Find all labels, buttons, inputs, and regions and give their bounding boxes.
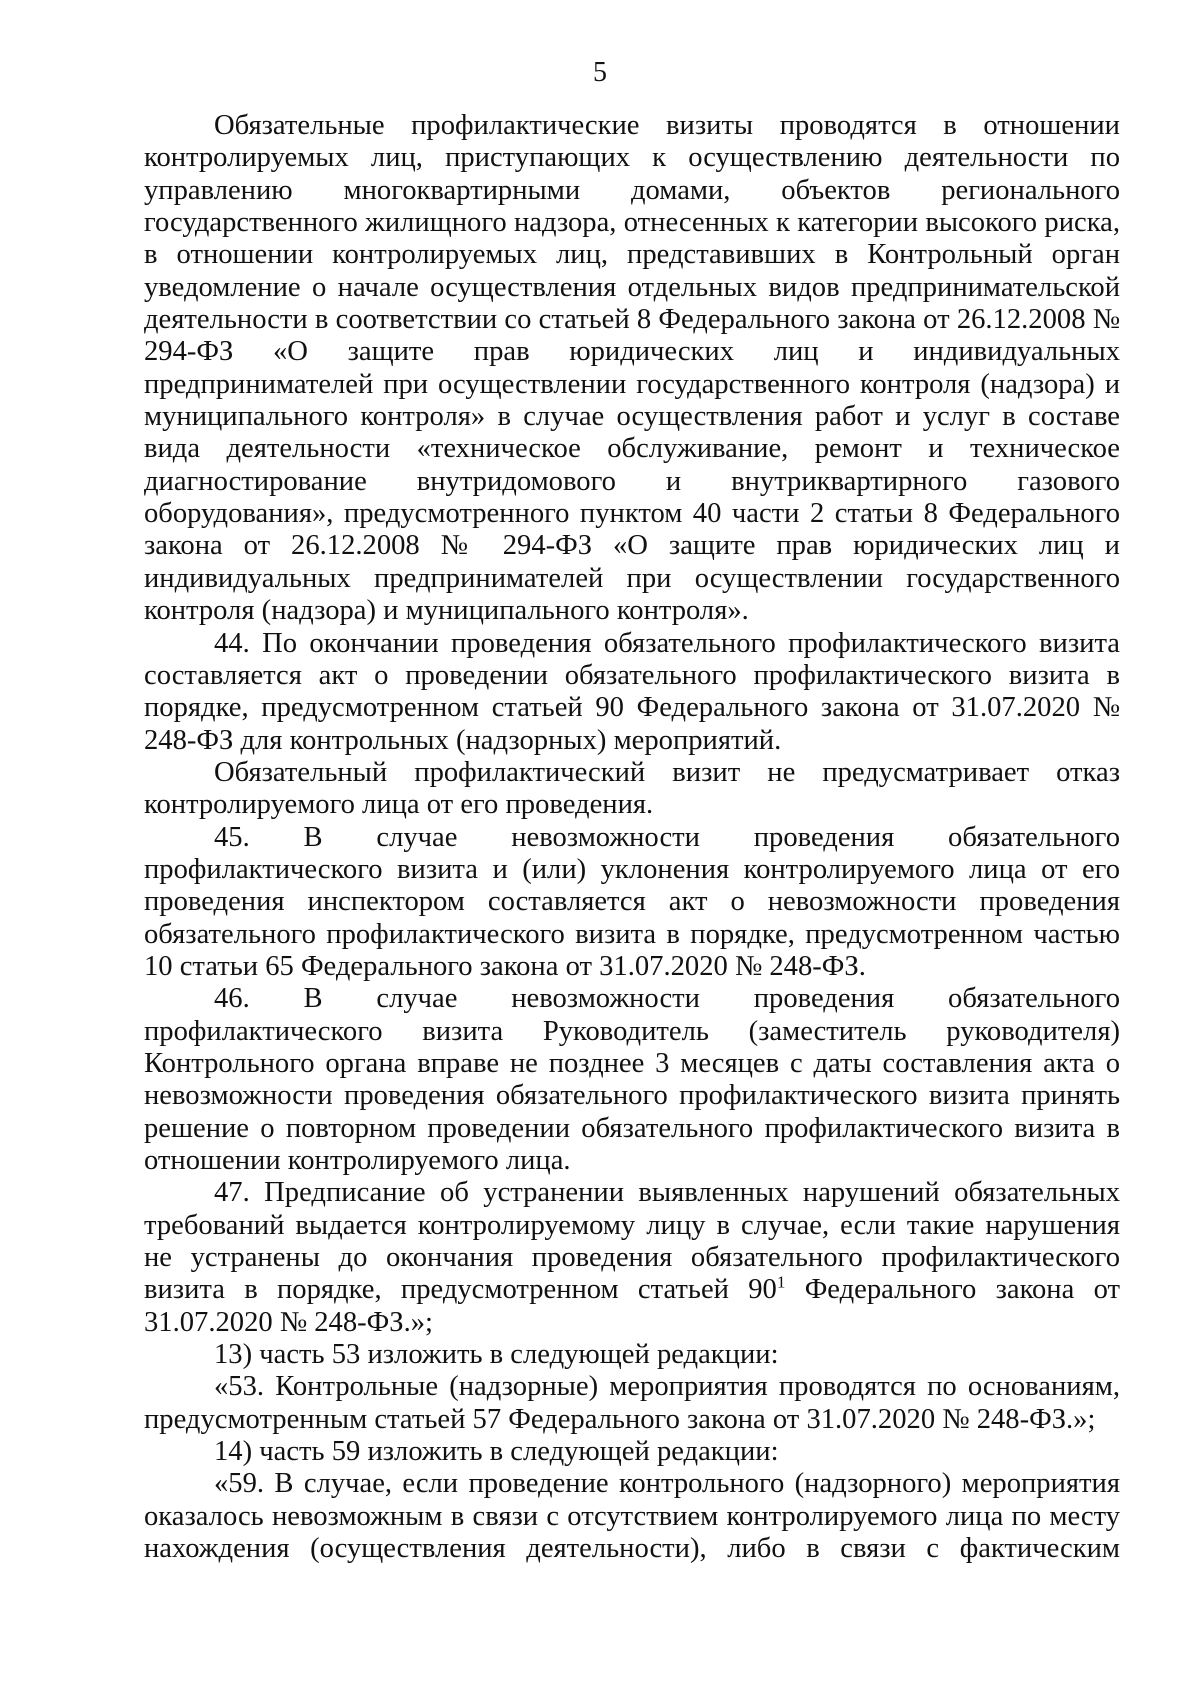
paragraph-item-13: 13) часть 53 изложить в следующей редакции: xyxy=(214,1339,779,1371)
paragraph-46: 46. В случае невозможности проведения обязательного профилактического визита Руководитель (заместитель руководителя) Контрольного органа вправе не позднее 3 месяцев с даты составления акта о невозможности проведения обязательного профилактического визита принять решение о повторном проведении обязательного профилактического визита в отношении контролируемого лица. xyxy=(144,983,1120,1176)
paragraph-45: 45. В случае невозможности проведения обязательного профилактического визита и (или) уклонения контролируемого лица от его проведения инспектором составляется акт о невозможности проведения обязательного профилактического визита в порядке, предусмотренном частью 10 статьи 65 Федерального закона от 31.07.2020 № 248-ФЗ. xyxy=(144,821,1120,982)
paragraph-53: «53. Контрольные (надзорные) мероприятия проводятся по основаниям, предусмотренным статьей 57 Федерального закона от 31.07.2020 № 248-ФЗ.»; xyxy=(144,1371,1120,1435)
paragraph-59: «59. В случае, если проведение контрольного (надзорного) мероприятия оказалось невозможным в связи с отсутствием контролируемого лица по месту нахождения (осуществления деятельности), либо в связи с фактическим xyxy=(144,1468,1120,1565)
footnote-superscript: 1 xyxy=(776,1273,786,1293)
paragraph-item-14: 14) часть 59 изложить в следующей редакции: xyxy=(214,1436,779,1468)
paragraph-47-text-after: Федерального закона от 31.07.2020 № 248-ФЗ.»; xyxy=(144,1274,1120,1338)
page-number: 5 xyxy=(593,57,607,88)
paragraph-47-text-before: 47. Предписание об устранении выявленных нарушений обязательных требований выдается контролируемому лицу в случае, если такие нарушения не устранены до окончания проведения обязательного профилактического визита в порядке, предусмотренном статьей 90 xyxy=(144,1177,1120,1306)
paragraph-mandatory-visits: Обязательные профилактические визиты проводятся в отношении контролируемых лиц, приступающих к осуществлению деятельности по управлению многоквартирными домами, объектов регионального государственного жилищного надзора, отнесенных к категории высокого риска, в отношении контролируемых лиц, представивших в Контрольный орган уведомление о начале осуществления отдельных видов предпринимательской деятельности в соответствии со статьей 8 Федерального закона от 26.12.2008 № 294-ФЗ «О защите прав юридических лиц и индивидуальных предпринимателей при осуществлении государственного контроля (надзора) и муниципального контроля» в случае осуществления работ и услуг в составе вида деятельности «техническое обслуживание, ремонт и техническое диагностирование внутридомового и внутриквартирного газового оборудования», предусмотренного пунктом 40 части 2 статьи 8 Федерального закона от 26.12.2008 № 294-ФЗ «О защите прав юридических лиц и индивидуальных предпринимателей при осуществлении государственного контроля (надзора) и муниципального контроля». xyxy=(144,110,1120,627)
paragraph-44: 44. По окончании проведения обязательного профилактического визита составляется акт о проведении обязательного профилактического визита в порядке, предусмотренном статьей 90 Федерального закона от 31.07.2020 № 248-ФЗ для контрольных (надзорных) мероприятий. xyxy=(144,627,1120,756)
paragraph-no-refusal: Обязательный профилактический визит не предусматривает отказ контролируемого лица от его проведения. xyxy=(144,756,1120,821)
paragraph-47 xyxy=(144,1177,1120,1339)
document-body xyxy=(144,110,1120,1565)
